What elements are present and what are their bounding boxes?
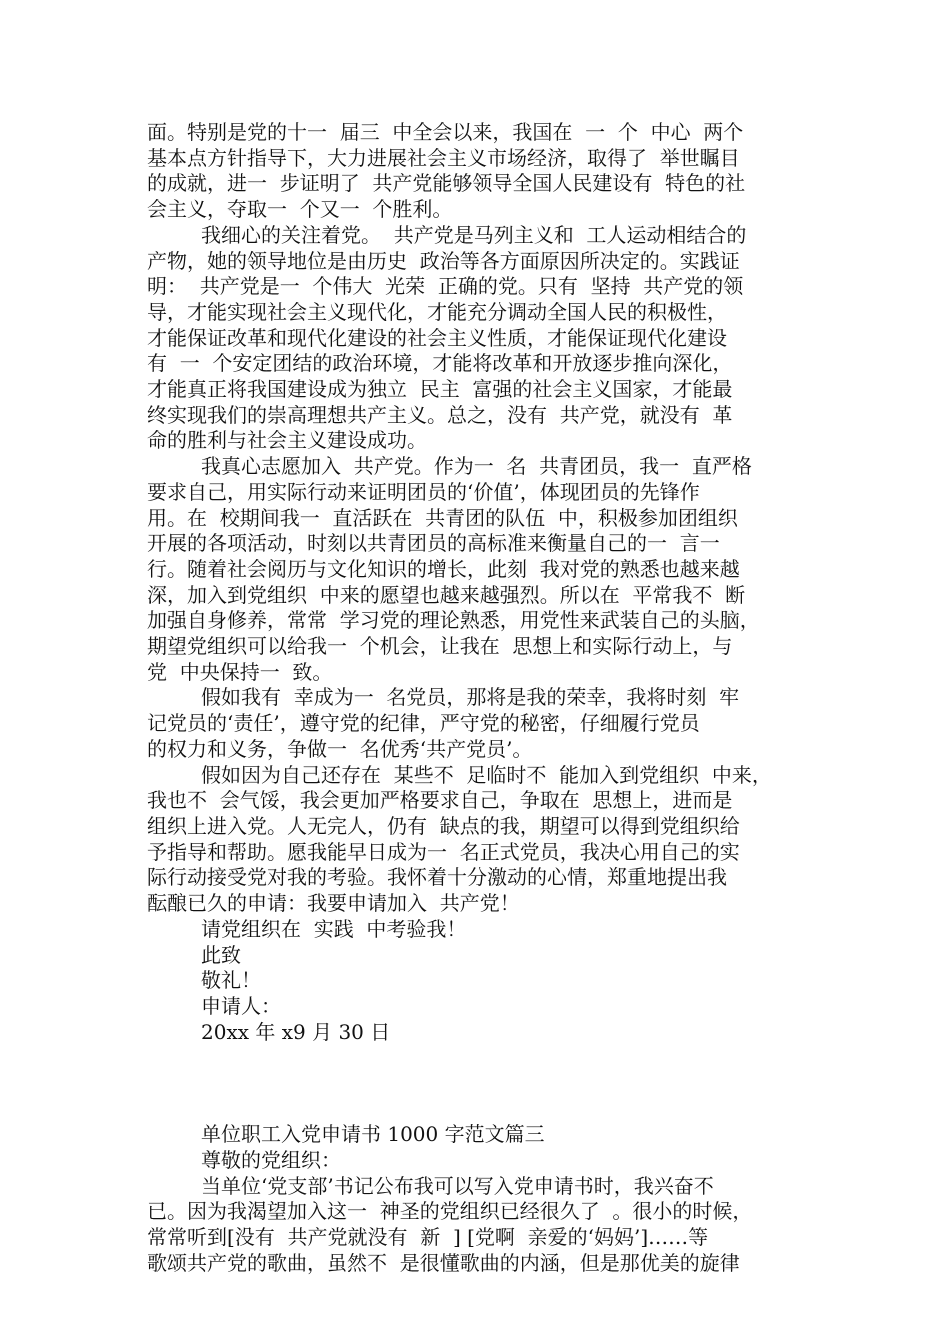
paragraph-start: 我真心志愿加入 共产党。作为一 名 共青团员，我一 直严格 [201,454,752,479]
text-line: 开展的各项活动，时刻以共青团员的高标准来衡量自己的一 言一 [147,531,720,556]
text-line: 才能真正将我国建设成为独立 民主 富强的社会主义国家，才能最 [147,377,733,402]
text-line: 加强自身修养，常常 学习党的理论熟悉，用党性来武装自己的头脑， [147,608,760,633]
paragraph-start: 当单位‘党支部’书记公布我可以写入党申请书时，我兴奋不 [201,1173,714,1198]
text-line: 导，才能实现社会主义现代化，才能充分调动全国人民的积极性， [147,299,727,324]
applicant-label: 申请人： [201,993,281,1018]
text-line: 组织上进入党。人无完人，仍有 缺点的我，期望可以得到党组织给 [147,813,740,838]
text-line: 常常听到[没有 共产党就没有 新 ] [党啊 亲爱的‘妈妈’]……等 [147,1225,709,1250]
salutation-ci-zhi: 此致 [201,942,241,967]
text-line: 党 中央保持一 致。 [147,659,333,684]
salutation-jing-li: 敬礼！ [201,968,261,993]
document-body [147,120,817,1277]
text-line: 酝酿已久的申请：我要申请加入 共产党！ [147,891,520,916]
section-title: 单位职工入党申请书 1000 字范文篇三 [201,1122,545,1147]
text-line: 际行动接受党对我的考验。我怀着十分激动的心情，郑重地提出我 [147,865,727,890]
greeting: 尊敬的党组织： [201,1148,341,1173]
text-line: 我也不 会气馁，我会更加严格要求自己，争取在 思想上，进而是 [147,788,733,813]
text-line: 命的胜利与社会主义建设成功。 [147,428,427,453]
paragraph-start: 假如我有 幸成为一 名党员，那将是我的荣幸，我将时刻 牢 [201,685,740,710]
section-gap [147,1045,817,1122]
paragraph-start: 假如因为自己还存在 某些不 足临时不 能加入到党组织 中来， [201,762,772,787]
text-line: 已。因为我渴望加入这一 神圣的党组织已经很久了 。很小的时候， [147,1199,753,1224]
text-line: 基本点方针指导下，大力进展社会主义市场经济，取得了 举世瞩目 [147,145,740,170]
text-line: 歌颂共产党的歌曲，虽然不 是很懂歌曲的内涵，但是那优美的旋律 [147,1250,740,1275]
text-line: 行。随着社会阅历与文化知识的增长，此刻 我对党的熟悉也越来越 [147,556,740,581]
text-line: 予指导和帮助。愿我能早日成为一 名正式党员，我决心用自己的实 [147,839,740,864]
date-line: 20xx 年 x9 月 30 日 [201,1019,391,1044]
text-line: 有 一 个安定团结的政治环境，才能将改革和开放逐步推向深化， [147,351,733,376]
text-line: 产物，她的领导地位是由历史 政治等各方面原因所决定的。实践证 [147,248,740,273]
paragraph-start: 我细心的关注着党。 共产党是马列主义和 工人运动相结合的 [201,222,747,247]
text-line: 深，加入到党组织 中来的愿望也越来越强烈。所以在 平常我不 断 [147,582,746,607]
text-line: 面。特别是党的十一 届三 中全会以来，我国在 一 个 中心 两个 [147,120,744,144]
closing-request: 请党组织在 实践 中考验我！ [201,916,467,941]
text-line: 终实现我们的崇高理想共产主义。总之，没有 共产党，就没有 革 [147,402,733,427]
text-line: 会主义，夺取一 个又一 个胜利。 [147,197,453,222]
text-line: 用。在 校期间我一 直活跃在 共青团的队伍 中，积极参加团组织 [147,505,738,530]
text-line: 明： 共产党是一 个伟大 光荣 正确的党。只有 坚持 共产党的领 [147,274,744,299]
text-line: 记党员的‘责任’，遵守党的纪律，严守党的秘密，仔细履行党员 [147,711,700,736]
text-line: 要求自己，用实际行动来证明团员的‘价值’，体现团员的先锋作 [147,479,700,504]
text-line: 的成就，进一 步证明了 共产党能够领导全国人民建设有 特色的社 [147,171,746,196]
text-line: 的权力和义务，争做一 名优秀‘共产党员’。 [147,736,533,761]
text-line: 才能保证改革和现代化建设的社会主义性质，才能保证现代化建设 [147,325,727,350]
text-line: 期望党组织可以给我一 个机会，让我在 思想上和实际行动上，与 [147,634,733,659]
